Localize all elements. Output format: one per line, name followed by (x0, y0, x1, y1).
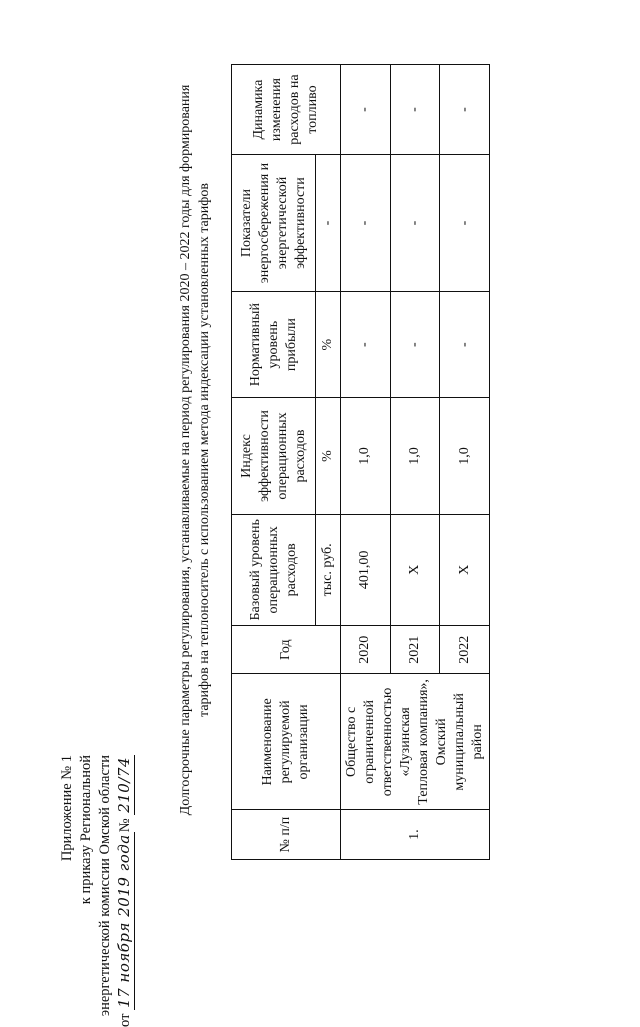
header-year: Год (232, 625, 341, 674)
cell-energy-saving: - (341, 155, 391, 292)
document-heading (176, 40, 214, 860)
number-sign: № (117, 818, 133, 833)
heading-line-2: тарифов на теплоноситель с использованием метода индексации установленных тарифов (197, 183, 212, 717)
unit-base-opex: тыс. руб. (316, 514, 341, 625)
cell-efficiency-index: 1,0 (440, 398, 490, 514)
cell-fuel-dynamics: - (341, 65, 391, 155)
handwritten-order-number: 210/74 (115, 757, 133, 813)
unit-normative-profit: % (316, 291, 341, 397)
cell-year: 2022 (440, 625, 490, 674)
header-fuel-dynamics: Динамика изменения расходов на топливо (232, 65, 341, 155)
heading-line-1: Долгосрочные параметры регулирования, устанавливаемые на период регулирования 2020 – 2022 годы для формирования (178, 84, 193, 816)
cell-energy-saving: - (390, 155, 440, 292)
cell-normative-profit: - (341, 291, 391, 397)
organization-name: Общество с ограниченной ответственностью «Лузинская Тепловая компания», Омский муниципальный район (341, 674, 490, 810)
appendix-title: Приложение № 1 (59, 755, 75, 862)
header-organization: Наименование регулируемой организации (232, 674, 341, 810)
cell-efficiency-index: 1,0 (341, 398, 391, 514)
unit-energy-saving: - (316, 155, 341, 292)
table-header-row (232, 65, 316, 860)
handwritten-date-signature: 17 ноября 2019 года (115, 834, 133, 1008)
cell-normative-profit: - (390, 291, 440, 397)
header-efficiency-index: Индекс эффективности операционных расходов (232, 398, 316, 514)
cell-normative-profit: - (440, 291, 490, 397)
cell-base-opex: Х (440, 514, 490, 625)
cell-efficiency-index: 1,0 (390, 398, 440, 514)
date-prefix: от (117, 1013, 133, 1027)
cell-fuel-dynamics: - (440, 65, 490, 155)
appendix-commission: энергетической комиссии Омской области (97, 755, 113, 1017)
appendix-date-line (115, 755, 135, 1027)
header-energy-saving: Показатели энергосбережения и энергетической эффективности (232, 155, 316, 292)
cell-year: 2021 (390, 625, 440, 674)
header-number: № п/п (232, 810, 341, 860)
appendix-order-ref: к приказу Региональной (78, 755, 94, 905)
cell-fuel-dynamics: - (390, 65, 440, 155)
regulation-parameters-table (231, 64, 490, 860)
cell-energy-saving: - (440, 155, 490, 292)
cell-year: 2020 (341, 625, 391, 674)
header-normative-profit: Нормативный уровень прибыли (232, 291, 316, 397)
header-base-opex: Базовый уровень операционных расходов (232, 514, 316, 625)
row-number: 1. (341, 810, 490, 860)
appendix-block (58, 755, 135, 1027)
table-row (341, 65, 391, 860)
cell-base-opex: Х (390, 514, 440, 625)
cell-base-opex: 401,00 (341, 514, 391, 625)
unit-efficiency-index: % (316, 398, 341, 514)
